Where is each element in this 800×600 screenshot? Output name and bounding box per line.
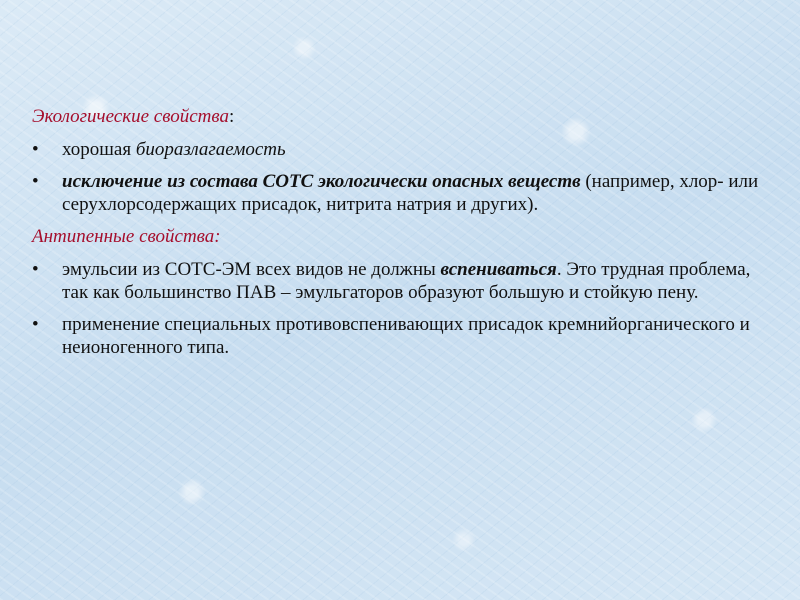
item-lead-text: эмульсии из СОТС-ЭМ всех видов не должны — [62, 259, 441, 280]
bullet-icon: • — [32, 171, 39, 192]
list-item — [32, 258, 772, 304]
item-emphasis: исключение из состава СОТС экологически опасных веществ — [62, 171, 581, 192]
item-emphasis: биоразлагаемость — [135, 139, 286, 160]
bullet-icon: • — [32, 139, 39, 160]
item-rest-text: . Это трудная проблема, так как большинство ПАВ – эмульгаторов образуют большую и стойкую пену. — [62, 259, 751, 303]
heading-antifoam — [32, 225, 772, 248]
slide-content — [32, 105, 772, 368]
bullet-icon: • — [32, 259, 39, 280]
list-item — [32, 138, 772, 161]
list-item — [32, 313, 772, 359]
bullet-icon: • — [32, 314, 39, 335]
heading-ecological-colon: : — [229, 106, 235, 127]
item-lead-text: применение специальных противовспенивающих присадок кремнийорганического и неионогенного типа. — [62, 314, 750, 358]
heading-ecological — [32, 105, 772, 128]
item-lead-text: хорошая — [62, 139, 136, 160]
list-item — [32, 170, 772, 216]
item-emphasis: вспениваться — [440, 259, 557, 280]
heading-antifoam-text: Антипенные свойства: — [32, 226, 221, 247]
item-rest-text: (например, хлор- или серухлорсодержащих присадок, нитрита натрия и других). — [62, 171, 759, 215]
antifoam-list — [32, 258, 772, 359]
heading-ecological-text: Экологические свойства — [32, 106, 230, 127]
ecological-list — [32, 138, 772, 216]
